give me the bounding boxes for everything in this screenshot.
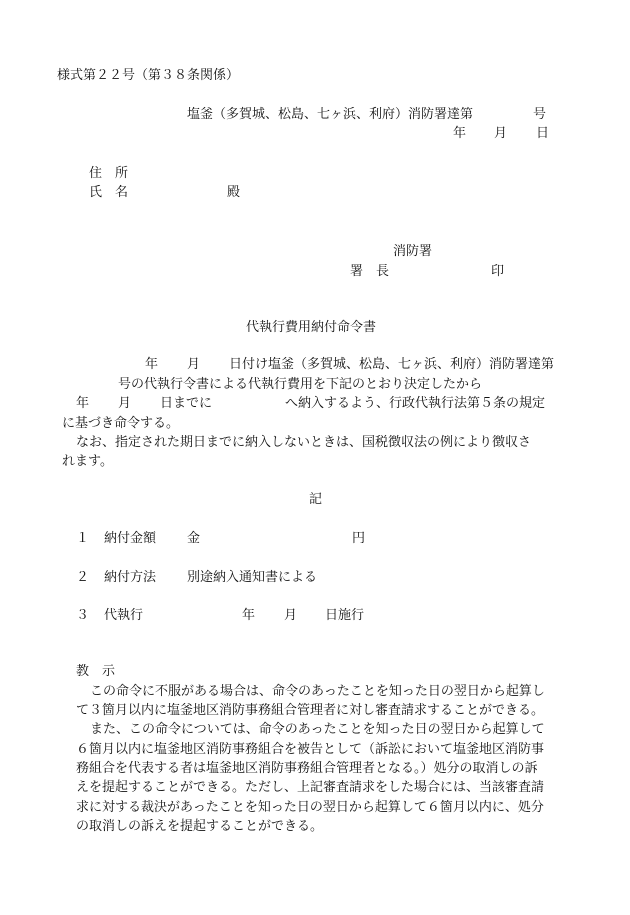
issue-date-month: 月 xyxy=(494,126,508,141)
instruction-heading: 教 示 xyxy=(76,664,116,679)
item1-prefix: 金 xyxy=(187,531,201,546)
item1-label: 納付金額 xyxy=(104,531,157,546)
instruction-line: て３箇月以内に塩釜地区消防事務組合管理者に対し審査請求することができる。 xyxy=(76,703,545,718)
issuer-number-suffix: 号 xyxy=(533,107,547,122)
issuer-line: 塩釜（多賀城、松島、七ヶ浜、利府）消防署達第 xyxy=(187,107,474,122)
instruction-line: 求に対する裁決があったことを知った日の翌日から起算して６箇月以内に、処分 xyxy=(76,800,544,815)
body-line1-rest: 日付け塩釜（多賀城、松島、七ヶ浜、利府）消防署達第 xyxy=(229,357,555,372)
document-title: 代執行費用納付命令書 xyxy=(246,320,377,335)
item3-month: 月 xyxy=(284,608,298,623)
body-line3-month: 月 xyxy=(118,396,132,411)
name-label: 氏 名 xyxy=(89,185,129,200)
item3-num: ３ xyxy=(76,608,90,623)
body-line2: 号の代執行令書による代執行費用を下記のとおり決定したから xyxy=(118,377,483,392)
instruction-line: この命令に不服がある場合は、命令のあったことを知った日の翌日から起算し xyxy=(90,684,545,699)
body-line1-year: 年 xyxy=(145,357,159,372)
body-line5: なお、指定された期日までに納入しないときは、国税徴収法の例により徴収さ xyxy=(76,435,532,450)
item2-num: ２ xyxy=(76,570,90,585)
instruction-line: えを提起することができる。ただし、上記審査請求をした場合には、当該審査請 xyxy=(76,780,545,795)
honorific: 殿 xyxy=(227,185,241,200)
body-line3-until: 日までに xyxy=(160,396,213,411)
item2-label: 納付方法 xyxy=(104,570,157,585)
instruction-line: の取消しの訴えを提起することができる。 xyxy=(76,819,324,834)
body-line1-month: 月 xyxy=(187,357,201,372)
item3-day: 日施行 xyxy=(325,608,365,623)
address-label: 住 所 xyxy=(89,166,129,181)
body-line3-rest: へ納入するよう、行政代執行法第５条の規定 xyxy=(285,396,546,411)
form-number: 様式第２２号（第３８条関係） xyxy=(57,68,240,83)
seal-mark: 印 xyxy=(491,264,505,279)
item2-value: 別途納入通知書による xyxy=(187,570,318,585)
instruction-line: ６箇月以内に塩釜地区消防事務組合を被告として（訴訟において塩釜地区消防事 xyxy=(76,742,545,757)
chief-label: 署 長 xyxy=(350,264,390,279)
item1-num: １ xyxy=(76,531,90,546)
sender-office: 消防署 xyxy=(393,244,433,259)
item1-suffix: 円 xyxy=(352,531,366,546)
item3-label: 代執行 xyxy=(104,608,144,623)
body-line4: に基づき命令する。 xyxy=(62,416,180,431)
body-line3-year: 年 xyxy=(76,396,90,411)
ki-marker: 記 xyxy=(309,492,323,507)
instruction-line: 務組合を代表する者は塩釜地区消防事務組合管理者となる。）処分の取消しの訴 xyxy=(76,761,538,776)
body-line6: れます。 xyxy=(62,454,113,469)
item3-year: 年 xyxy=(242,608,256,623)
issue-date-year: 年 xyxy=(453,126,467,141)
instruction-line: また、この命令については、命令のあったことを知った日の翌日から起算して xyxy=(90,722,545,737)
issue-date-day: 日 xyxy=(536,126,550,141)
